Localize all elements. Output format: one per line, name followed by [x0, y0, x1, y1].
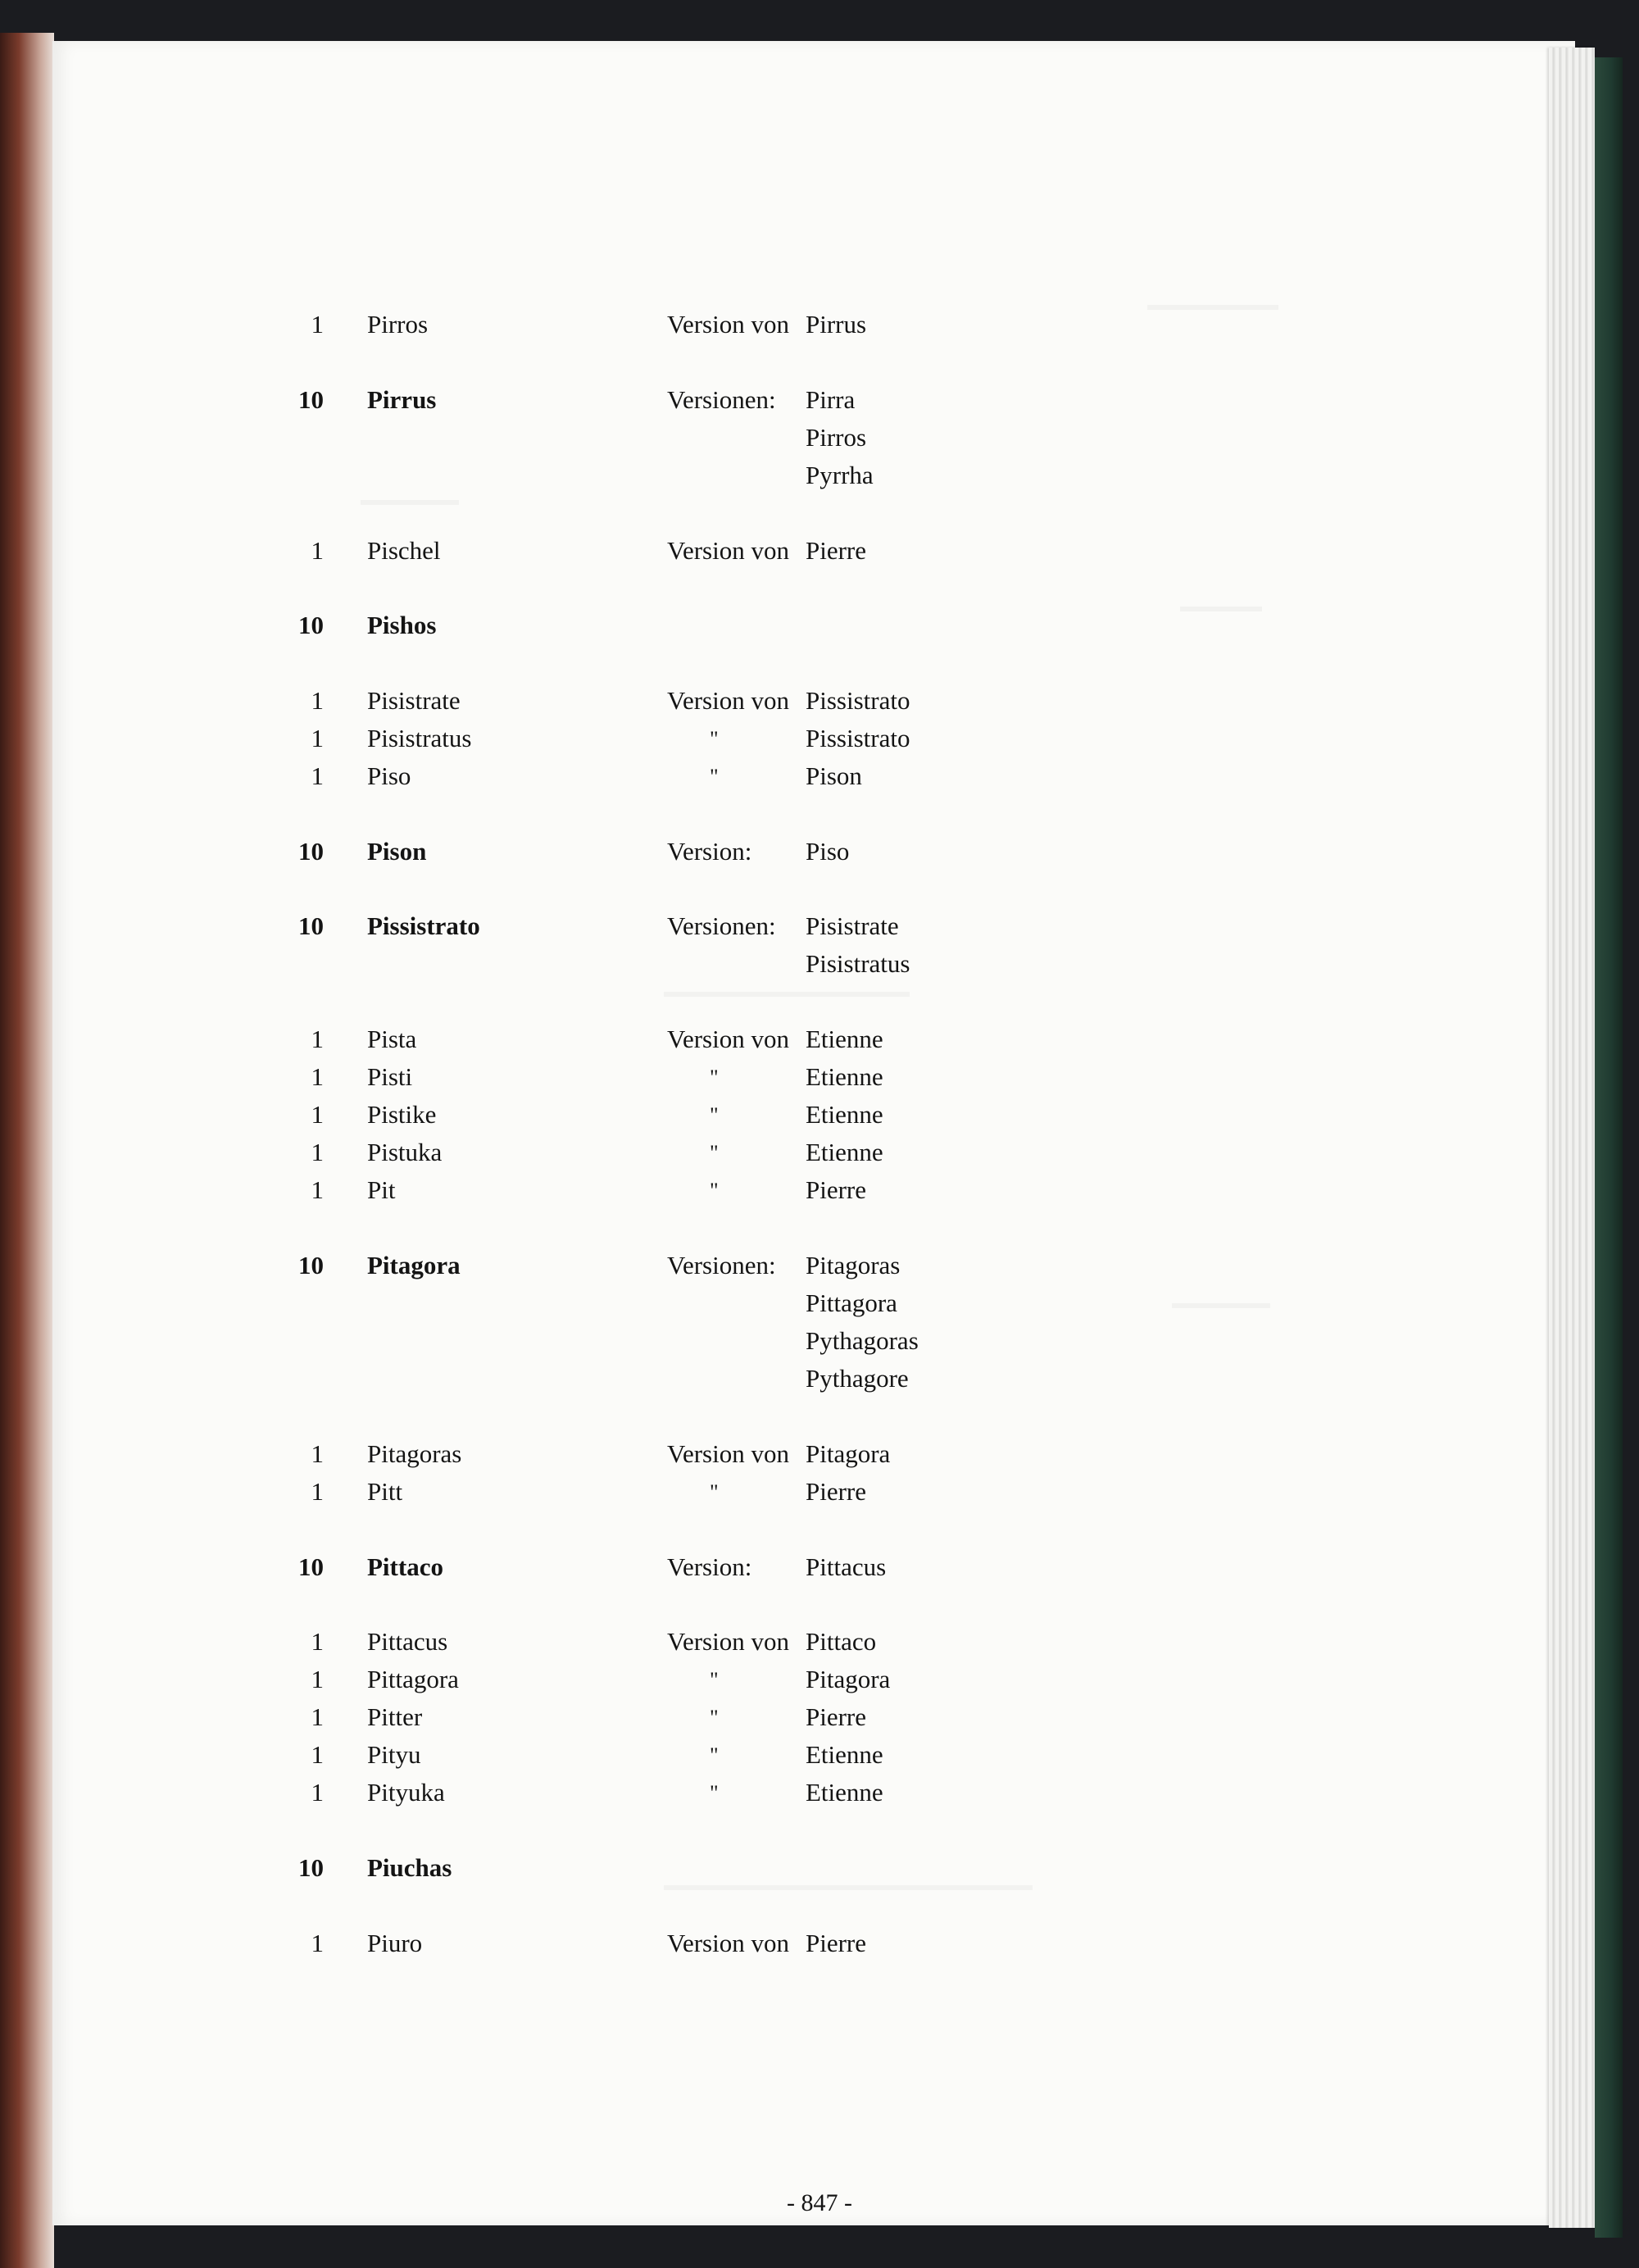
list-item — [0, 385, 1639, 423]
entry-count: 1 — [311, 1062, 324, 1091]
ditto-mark: " — [710, 1179, 719, 1202]
page-number: - 847 - — [787, 2189, 852, 2216]
relation-label: Version von — [667, 686, 789, 715]
variant-name: Pitagoras — [806, 1251, 901, 1279]
entry-count: 10 — [298, 837, 324, 866]
list-item — [0, 686, 1639, 724]
variant-name: Pythagoras — [806, 1326, 919, 1355]
entry-name: Pittagora — [367, 1665, 459, 1693]
relation-label: Version: — [667, 1552, 752, 1581]
variant-name: Pirrus — [806, 310, 867, 339]
variant-name: Pirra — [806, 385, 856, 414]
entry-count: 1 — [311, 1778, 324, 1807]
entry-count: 1 — [311, 1025, 324, 1053]
ditto-mark: " — [710, 1743, 719, 1767]
entry-count: 1 — [311, 536, 324, 565]
list-item-continuation — [0, 1364, 1639, 1402]
variant-name: Pittagora — [806, 1289, 897, 1317]
entry-name: Pit — [367, 1175, 396, 1204]
entry-count: 1 — [311, 686, 324, 715]
list-item — [0, 1778, 1639, 1816]
entry-name: Piuro — [367, 1929, 423, 1957]
entry-name: Pirrus — [367, 385, 437, 414]
entry-name: Pischel — [367, 536, 441, 565]
entry-name: Pitagoras — [367, 1439, 462, 1468]
entry-name: Pisti — [367, 1062, 413, 1091]
relation-label: Version von — [667, 1439, 789, 1468]
relation-label: Versionen: — [667, 385, 776, 414]
variant-name: Pison — [806, 761, 862, 790]
entry-count: 1 — [311, 1138, 324, 1166]
entry-count: 10 — [298, 611, 324, 639]
list-item — [0, 1138, 1639, 1175]
list-item — [0, 1929, 1639, 1966]
variant-name: Pierre — [806, 536, 867, 565]
variant-name: Pissistrato — [806, 686, 910, 715]
list-item — [0, 1251, 1639, 1289]
entry-name: Pison — [367, 837, 427, 866]
entry-name: Pityuka — [367, 1778, 445, 1807]
list-item — [0, 761, 1639, 799]
list-item — [0, 837, 1639, 875]
relation-label: Version von — [667, 1627, 789, 1656]
variant-name: Etienne — [806, 1740, 883, 1769]
list-item — [0, 536, 1639, 574]
entry-count: 1 — [311, 1665, 324, 1693]
variant-name: Pierre — [806, 1702, 867, 1731]
list-item — [0, 1477, 1639, 1515]
list-item — [0, 911, 1639, 949]
list-item-continuation — [0, 423, 1639, 461]
entry-name: Piso — [367, 761, 411, 790]
ditto-mark: " — [710, 1781, 719, 1805]
relation-label: Versionen: — [667, 1251, 776, 1279]
list-item — [0, 1025, 1639, 1062]
entry-count: 1 — [311, 724, 324, 752]
variant-name: Pissistrato — [806, 724, 910, 752]
ditto-mark: " — [710, 1103, 719, 1127]
variant-name: Pierre — [806, 1929, 867, 1957]
entry-count: 1 — [311, 1627, 324, 1656]
entry-count: 1 — [311, 1740, 324, 1769]
entry-name: Pistike — [367, 1100, 437, 1129]
entry-count: 1 — [311, 1100, 324, 1129]
entry-name: Pissistrato — [367, 911, 480, 940]
variant-name: Pisistrate — [806, 911, 899, 940]
entry-count: 10 — [298, 911, 324, 940]
ditto-mark: " — [710, 727, 719, 751]
entry-count: 1 — [311, 1929, 324, 1957]
variant-name: Pittacus — [806, 1552, 887, 1581]
variant-name: Pierre — [806, 1477, 867, 1506]
list-item — [0, 1175, 1639, 1213]
entry-count: 1 — [311, 310, 324, 339]
list-item-continuation — [0, 1326, 1639, 1364]
list-item — [0, 1100, 1639, 1138]
ditto-mark: " — [710, 1066, 719, 1089]
entry-name: Pistuka — [367, 1138, 443, 1166]
list-item — [0, 1552, 1639, 1590]
list-item — [0, 1740, 1639, 1778]
entry-name: Pittacus — [367, 1627, 448, 1656]
variant-name: Pisistratus — [806, 949, 910, 978]
entry-count: 10 — [298, 385, 324, 414]
variant-name: Pitagora — [806, 1439, 891, 1468]
entry-name: Pista — [367, 1025, 417, 1053]
variant-name: Piso — [806, 837, 850, 866]
list-item-continuation — [0, 461, 1639, 498]
entry-count: 1 — [311, 761, 324, 790]
entry-count: 10 — [298, 1251, 324, 1279]
entry-name: Pittaco — [367, 1552, 443, 1581]
list-item — [0, 310, 1639, 348]
ditto-mark: " — [710, 1706, 719, 1729]
variant-name: Pyrrha — [806, 461, 874, 489]
entry-count: 10 — [298, 1552, 324, 1581]
list-item-continuation — [0, 1289, 1639, 1326]
relation-label: Version von — [667, 310, 789, 339]
variant-name: Etienne — [806, 1025, 883, 1053]
entry-name: Pirros — [367, 310, 429, 339]
variant-name: Pitagora — [806, 1665, 891, 1693]
entry-count: 10 — [298, 1853, 324, 1882]
entry-count: 1 — [311, 1477, 324, 1506]
entry-count: 1 — [311, 1175, 324, 1204]
list-item — [0, 611, 1639, 648]
list-item — [0, 724, 1639, 761]
entry-name: Pitagora — [367, 1251, 461, 1279]
variant-name: Etienne — [806, 1778, 883, 1807]
variant-name: Pythagore — [806, 1364, 909, 1393]
relation-label: Version von — [667, 1025, 789, 1053]
variant-name: Etienne — [806, 1062, 883, 1091]
list-item — [0, 1062, 1639, 1100]
relation-label: Version: — [667, 837, 752, 866]
entry-count: 1 — [311, 1439, 324, 1468]
variant-name: Pirros — [806, 423, 867, 452]
entry-name: Pitt — [367, 1477, 403, 1506]
list-item — [0, 1627, 1639, 1665]
variant-name: Etienne — [806, 1100, 883, 1129]
entry-name: Pityu — [367, 1740, 421, 1769]
relation-label: Versionen: — [667, 911, 776, 940]
list-item — [0, 1439, 1639, 1477]
entry-name: Pisistratus — [367, 724, 472, 752]
relation-label: Version von — [667, 536, 789, 565]
relation-label: Version von — [667, 1929, 789, 1957]
ditto-mark: " — [710, 765, 719, 789]
variant-name: Pittaco — [806, 1627, 877, 1656]
list-item — [0, 1702, 1639, 1740]
variant-name: Pierre — [806, 1175, 867, 1204]
entry-name: Piuchas — [367, 1853, 452, 1882]
entry-name: Pishos — [367, 611, 437, 639]
list-item-continuation — [0, 949, 1639, 987]
entry-name: Pisistrate — [367, 686, 461, 715]
entry-count: 1 — [311, 1702, 324, 1731]
variant-name: Etienne — [806, 1138, 883, 1166]
ditto-mark: " — [710, 1141, 719, 1165]
list-item — [0, 1853, 1639, 1891]
entry-name: Pitter — [367, 1702, 423, 1731]
list-item — [0, 1665, 1639, 1702]
ditto-mark: " — [710, 1480, 719, 1504]
ditto-mark: " — [710, 1668, 719, 1692]
